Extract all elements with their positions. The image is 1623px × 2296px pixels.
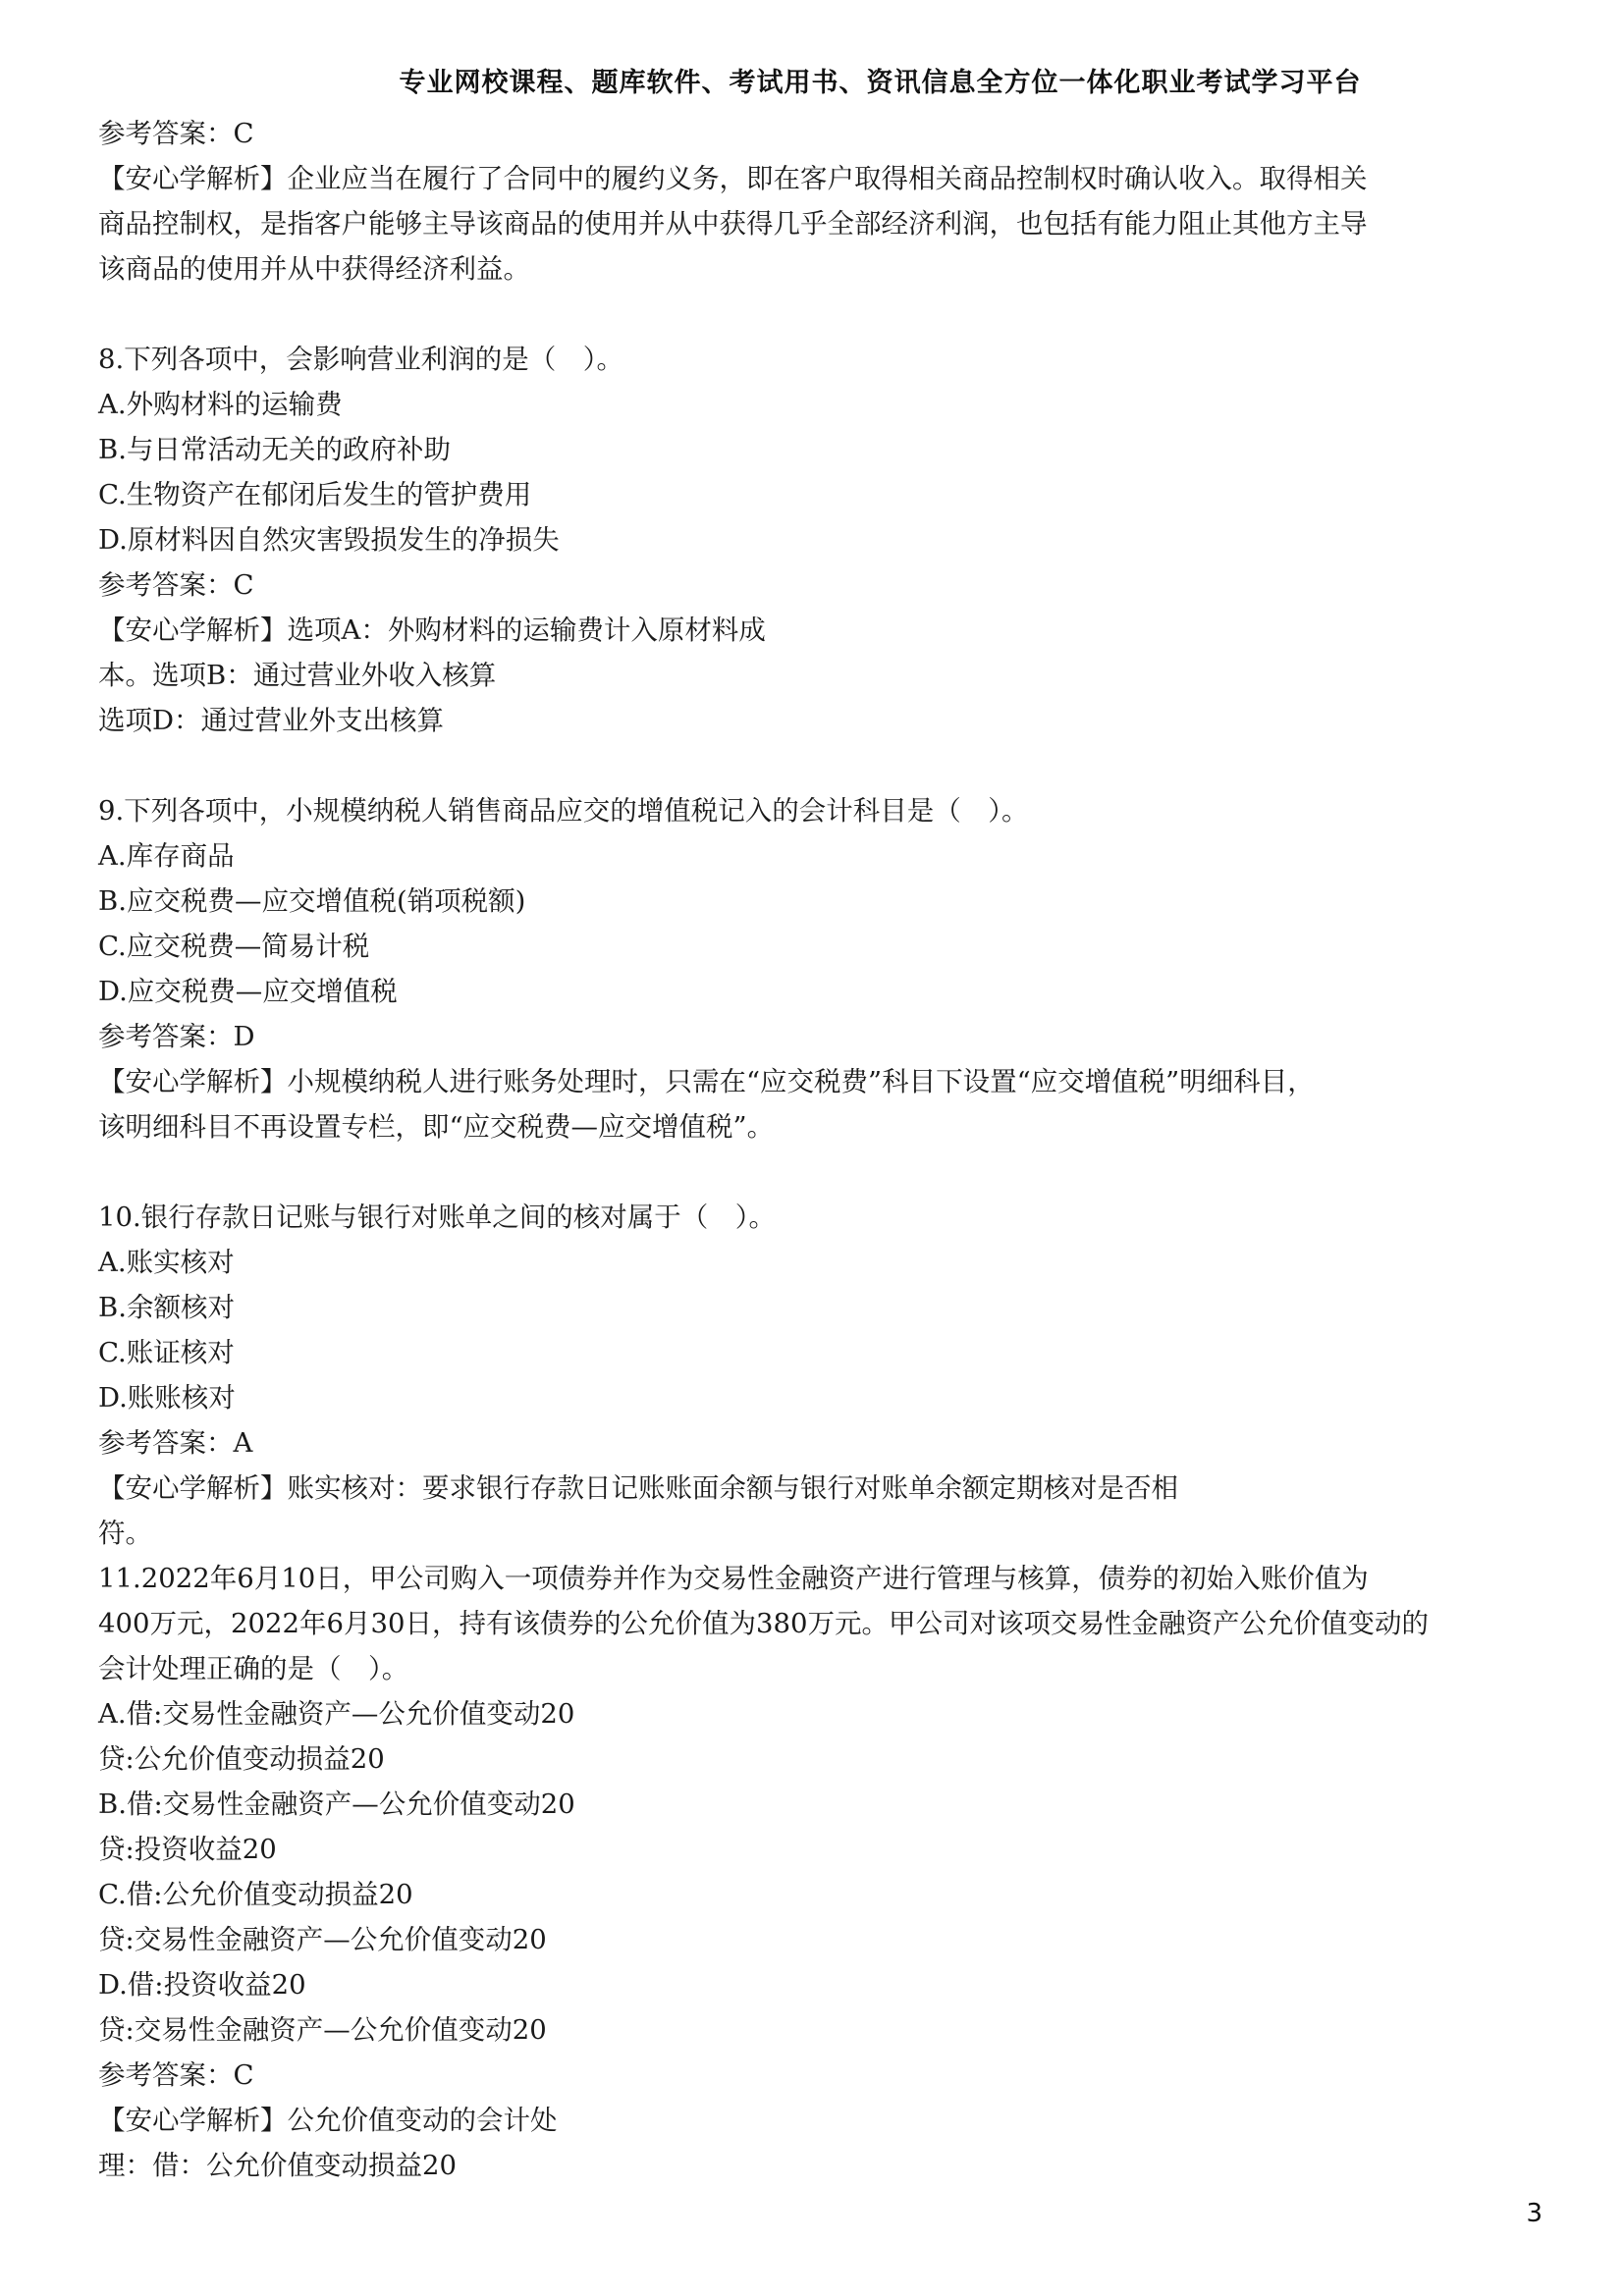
page-number: 3 bbox=[1526, 2199, 1542, 2228]
question-stem: 会计处理正确的是（ ）。 bbox=[98, 1653, 409, 1684]
option-b-credit: 贷:投资收益20 bbox=[98, 1834, 277, 1865]
answer-line: 参考答案：D bbox=[98, 1021, 255, 1052]
option-d: D.账账核对 bbox=[98, 1382, 236, 1414]
option-c: C.生物资产在郁闭后发生的管护费用 bbox=[98, 479, 532, 510]
analysis-line: 商品控制权，是指客户能够主导该商品的使用并从中获得几乎全部经济利润，也包括有能力阻止其他方主导 bbox=[98, 208, 1368, 240]
option-b: B.应交税费—应交增值税(销项税额) bbox=[98, 885, 526, 917]
page-content bbox=[98, 111, 1542, 2188]
option-b: B.借:交易性金融资产—公允价值变动20 bbox=[98, 1789, 575, 1820]
option-c: C.借:公允价值变动损益20 bbox=[98, 1879, 413, 1910]
spacer bbox=[98, 1149, 1542, 1195]
analysis-line: 符。 bbox=[98, 1518, 152, 1549]
analysis-line: 【安心学解析】选项A：外购材料的运输费计入原材料成 bbox=[98, 614, 766, 646]
question-11 bbox=[98, 1556, 1542, 2188]
analysis-line: 该商品的使用并从中获得经济利益。 bbox=[98, 253, 530, 285]
option-a: A.借:交易性金融资产—公允价值变动20 bbox=[98, 1698, 575, 1730]
question-stem: 9.下列各项中，小规模纳税人销售商品应交的增值税记入的会计科目是（ ）。 bbox=[98, 795, 1029, 827]
option-d: D.原材料因自然灾害毁损发生的净损失 bbox=[98, 524, 560, 556]
option-a-credit: 贷:公允价值变动损益20 bbox=[98, 1743, 385, 1775]
option-d-credit: 贷:交易性金融资产—公允价值变动20 bbox=[98, 2014, 547, 2046]
option-c: C.账证核对 bbox=[98, 1337, 235, 1368]
analysis-line: 【安心学解析】账实核对：要求银行存款日记账账面余额与银行对账单余额定期核对是否相 bbox=[98, 1472, 1178, 1504]
question-8 bbox=[98, 337, 1542, 743]
answer-line: 参考答案：C bbox=[98, 118, 254, 149]
answer-line: 参考答案：C bbox=[98, 569, 254, 601]
option-b: B.与日常活动无关的政府补助 bbox=[98, 434, 451, 465]
question-9 bbox=[98, 788, 1542, 1149]
option-c: C.应交税费—简易计税 bbox=[98, 931, 370, 962]
analysis-line: 该明细科目不再设置专栏，即“应交税费—应交增值税”。 bbox=[98, 1111, 775, 1143]
question-stem: 8.下列各项中，会影响营业利润的是（ ）。 bbox=[98, 344, 623, 375]
analysis-line: 【安心学解析】公允价值变动的会计处 bbox=[98, 2105, 558, 2136]
option-c-credit: 贷:交易性金融资产—公允价值变动20 bbox=[98, 1924, 547, 1955]
answer-line: 参考答案：C bbox=[98, 2059, 254, 2091]
option-a: A.外购材料的运输费 bbox=[98, 389, 343, 420]
analysis-line: 选项D：通过营业外支出核算 bbox=[98, 705, 445, 736]
intro-block bbox=[98, 111, 1542, 292]
option-d: D.应交税费—应交增值税 bbox=[98, 976, 398, 1007]
analysis-line: 本。选项B：通过营业外收入核算 bbox=[98, 660, 497, 691]
spacer bbox=[98, 743, 1542, 788]
page-header: 专业网校课程、题库软件、考试用书、资讯信息全方位一体化职业考试学习平台 bbox=[399, 68, 1362, 98]
question-stem: 11.2022年6月10日，甲公司购入一项债券并作为交易性金融资产进行管理与核算，债券的初始入账价值为 bbox=[98, 1563, 1369, 1594]
analysis-line: 【安心学解析】企业应当在履行了合同中的履约义务，即在客户取得相关商品控制权时确认收入。取得相关 bbox=[98, 163, 1368, 194]
option-d: D.借:投资收益20 bbox=[98, 1969, 306, 2001]
question-10 bbox=[98, 1195, 1542, 1556]
option-a: A.库存商品 bbox=[98, 840, 235, 872]
question-stem: 400万元，2022年6月30日，持有该债券的公允价值为380万元。甲公司对该项交易性金融资产公允价值变动的 bbox=[98, 1608, 1429, 1639]
answer-line: 参考答案：A bbox=[98, 1427, 253, 1459]
option-a: A.账实核对 bbox=[98, 1247, 235, 1278]
analysis-line: 理：借：公允价值变动损益20 bbox=[98, 2150, 457, 2181]
question-stem: 10.银行存款日记账与银行对账单之间的核对属于（ ）。 bbox=[98, 1201, 776, 1233]
analysis-line: 【安心学解析】小规模纳税人进行账务处理时，只需在“应交税费”科目下设置“应交增值税”明细科目， bbox=[98, 1066, 1315, 1097]
spacer bbox=[98, 292, 1542, 337]
option-b: B.余额核对 bbox=[98, 1292, 235, 1323]
